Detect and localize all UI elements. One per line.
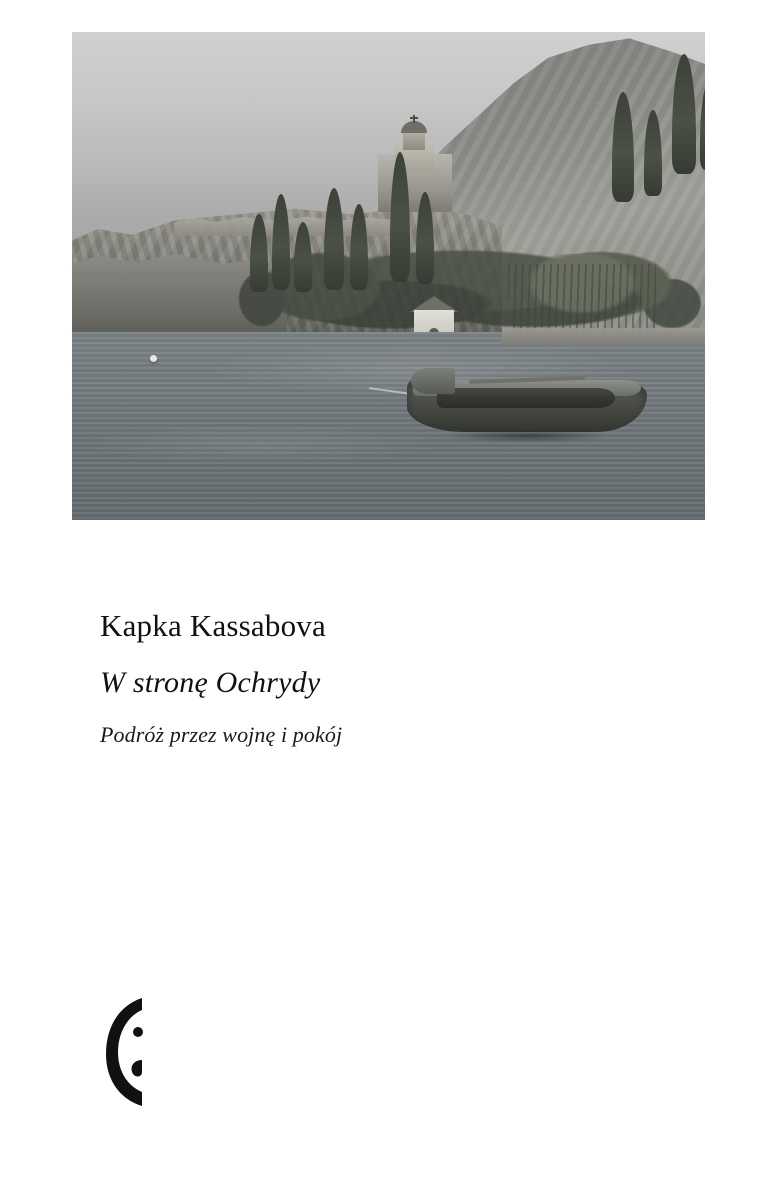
book-title: W stronę Ochrydy	[100, 666, 321, 699]
far-shoreline	[502, 328, 705, 346]
church-icon	[372, 120, 458, 212]
cross-icon	[413, 115, 415, 123]
buoy-icon	[150, 355, 157, 362]
church-drum	[403, 130, 425, 150]
rowing-boat	[407, 362, 647, 442]
boat-interior	[437, 388, 615, 408]
author-name: Kapka Kassabova	[100, 608, 326, 643]
publisher-logo	[98, 996, 166, 1108]
boat-reflection	[417, 428, 637, 444]
boat-bow	[411, 368, 455, 394]
cover-photo	[72, 32, 705, 520]
cover-text-block	[100, 608, 700, 748]
subtitle-wrap	[100, 722, 700, 748]
book-subtitle: Podróż przez wojnę i pokój	[100, 722, 343, 747]
